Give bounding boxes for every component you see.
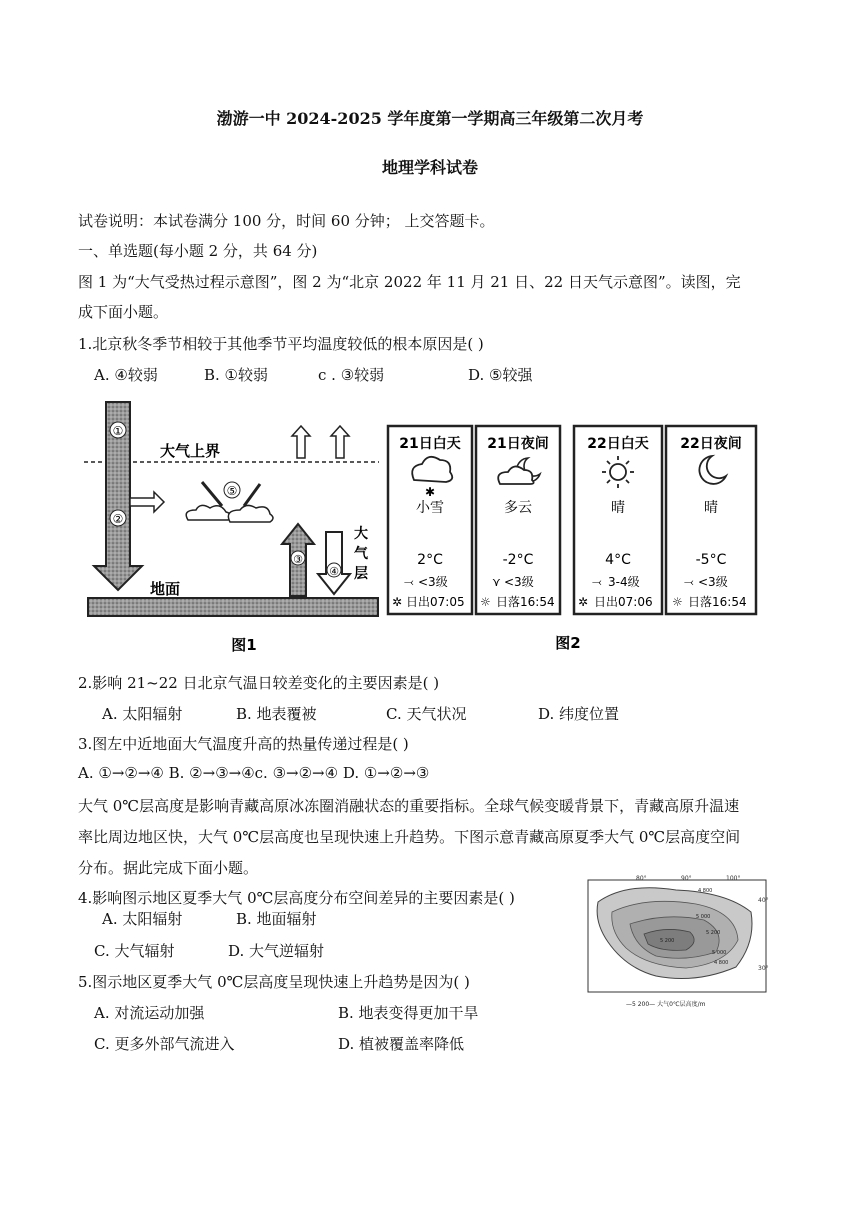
svg-text:<3级: <3级: [698, 575, 728, 589]
svg-text:✲: ✲: [578, 595, 589, 609]
svg-text:小雪: 小雪: [416, 500, 444, 516]
svg-text:⋎: ⋎: [492, 575, 501, 589]
weather-card-1: [388, 426, 472, 614]
svg-text:-5°C: -5°C: [695, 552, 727, 568]
svg-text:90°: 90°: [681, 875, 692, 882]
svg-text:30°: 30°: [758, 965, 769, 972]
q1-option-b[interactable]: B. ①较弱: [204, 366, 269, 384]
q3-options[interactable]: A. ①→②→④ B. ②→③→④c. ③→②→④ D. ①→②→③: [78, 764, 430, 782]
passage2-line2: 率比周边地区快，大气 0℃层高度也呈现快速上升趋势。下图示意青藏高原夏季大气 0℃层高度空间: [78, 828, 741, 846]
marker-1-label: ①: [112, 424, 124, 438]
weather-card-4: [666, 426, 756, 614]
q2-option-c[interactable]: C. 天气状况: [386, 705, 467, 723]
section-heading: 一、单选题(每小题 2 分，共 64 分): [78, 242, 318, 260]
svg-text:⤙: ⤙: [404, 575, 414, 589]
question-3-stem: 3.图左中近地面大气温度升高的热量传递过程是( ): [78, 735, 409, 753]
q1-option-c[interactable]: c . ③较弱: [318, 366, 385, 384]
passage1-line2: 成下面小题。: [78, 303, 169, 321]
q2-option-d[interactable]: D. 纬度位置: [538, 705, 620, 723]
q5-option-d[interactable]: D. 植被覆盖率降低: [338, 1035, 465, 1053]
exam-note: 试卷说明：本试卷满分 100 分，时间 60 分钟； 上交答题卡。: [78, 212, 495, 230]
svg-text:日出07:06: 日出07:06: [594, 595, 653, 609]
svg-text:✲: ✲: [392, 595, 403, 609]
svg-text:3-4级: 3-4级: [608, 575, 640, 589]
figure-1-atmosphere-heating: [84, 398, 384, 656]
svg-text:晴: 晴: [704, 500, 718, 516]
q1-option-d[interactable]: D. ⑤较强: [468, 366, 533, 384]
svg-text:80°: 80°: [636, 875, 647, 882]
svg-text:⤙: ⤙: [592, 575, 602, 589]
svg-text:☼: ☼: [672, 595, 683, 609]
cloud-arrow-in: [202, 482, 222, 506]
svg-text:⤙: ⤙: [684, 575, 694, 589]
svg-text:-2°C: -2°C: [502, 552, 534, 568]
question-2-stem: 2.影响 21~22 日北京气温日较差变化的主要因素是( ): [78, 674, 440, 692]
ground-surface: [88, 598, 378, 616]
svg-text:日出07:05: 日出07:05: [406, 595, 465, 609]
svg-text:<3级: <3级: [504, 575, 534, 589]
svg-text:22日夜间: 22日夜间: [680, 436, 742, 452]
svg-text:5 000: 5 000: [696, 914, 711, 920]
marker-2-label: ②: [112, 512, 124, 526]
marker-5-label: ⑤: [226, 484, 238, 498]
svg-text:21日白天: 21日白天: [399, 436, 461, 452]
passage2-line1: 大气 0℃层高度是影响青藏高原冰冻圈消融状态的重要指标。全球气候变暖背景下，青藏高原升温速: [78, 797, 740, 815]
weather-card-2: [476, 426, 560, 614]
svg-text:21日夜间: 21日夜间: [487, 436, 549, 452]
figure-2-weather-cards: [382, 418, 774, 656]
map-legend: —5 200— 大气0℃层高度/m: [626, 1001, 706, 1008]
q4-option-d[interactable]: D. 大气逆辐射: [228, 942, 325, 960]
svg-text:40°: 40°: [758, 897, 769, 904]
figure-2-caption: 图2: [555, 634, 581, 652]
figure-1-caption: 图1: [231, 636, 257, 654]
question-5-stem: 5.图示地区夏季大气 0℃层高度呈现快速上升趋势是因为( ): [78, 973, 470, 991]
escape-arrow-1: [292, 426, 310, 458]
q5-option-c[interactable]: C. 更多外部气流进入: [94, 1035, 235, 1053]
atmo-label-1: 大: [354, 526, 368, 542]
svg-text:2°C: 2°C: [417, 552, 443, 568]
svg-text:日落16:54: 日落16:54: [496, 595, 555, 609]
atmo-label-3: 层: [354, 566, 368, 582]
q2-option-a[interactable]: A. 太阳辐射: [102, 705, 183, 723]
marker-3-label: ③: [293, 553, 303, 566]
question-4-stem: 4.影响图示地区夏季大气 0℃层高度分布空间差异的主要因素是( ): [78, 889, 515, 907]
cloud-arrow-out: [244, 484, 260, 506]
plateau-freezing-level-map: [586, 872, 772, 1012]
svg-text:4 800: 4 800: [698, 888, 713, 894]
boundary-label: 大气上界: [160, 442, 221, 460]
q5-option-a[interactable]: A. 对流运动加强: [94, 1004, 205, 1022]
svg-text:✱: ✱: [424, 485, 436, 499]
marker-4-label: ④: [329, 565, 339, 578]
svg-text:4 800: 4 800: [714, 960, 729, 966]
svg-text:5 000: 5 000: [712, 950, 727, 956]
cloud-left: [186, 505, 230, 520]
q4-option-c[interactable]: C. 大气辐射: [94, 942, 175, 960]
passage1-line1: 图 1 为“大气受热过程示意图”，图 2 为“北京 2022 年 11 月 21 日、22 日天气示意图”。读图，完: [78, 273, 741, 291]
q1-option-a[interactable]: A. ④较弱: [94, 366, 158, 384]
svg-text:日落16:54: 日落16:54: [688, 595, 747, 609]
cloud-right: [228, 505, 273, 522]
atmo-label-2: 气: [354, 546, 368, 562]
svg-text:100°: 100°: [726, 875, 741, 882]
svg-text:<3级: <3级: [418, 575, 448, 589]
q5-option-b[interactable]: B. 地表变得更加干旱: [338, 1004, 479, 1022]
svg-text:5 200: 5 200: [706, 930, 721, 936]
svg-text:☼: ☼: [480, 595, 491, 609]
q2-option-b[interactable]: B. 地表覆被: [236, 705, 317, 723]
q4-option-b[interactable]: B. 地面辐射: [236, 910, 317, 928]
passage2-line3: 分布。据此完成下面小题。: [78, 859, 259, 877]
escape-arrow-2: [331, 426, 349, 458]
svg-text:多云: 多云: [504, 500, 532, 516]
svg-text:4°C: 4°C: [605, 552, 631, 568]
reflection-arrow: [130, 492, 164, 512]
svg-text:晴: 晴: [611, 500, 625, 516]
svg-text:22日白天: 22日白天: [587, 436, 649, 452]
question-1-stem: 1.北京秋冬季节相较于其他季节平均温度较低的根本原因是( ): [78, 335, 484, 353]
exam-title: 渤游一中 2024-2025 学年度第一学期高三年级第二次月考: [216, 109, 644, 128]
exam-subtitle: 地理学科试卷: [381, 158, 478, 177]
ground-label: 地面: [150, 580, 181, 598]
weather-card-3: [574, 426, 662, 614]
svg-text:5 200: 5 200: [660, 938, 675, 944]
q4-option-a[interactable]: A. 太阳辐射: [102, 910, 183, 928]
